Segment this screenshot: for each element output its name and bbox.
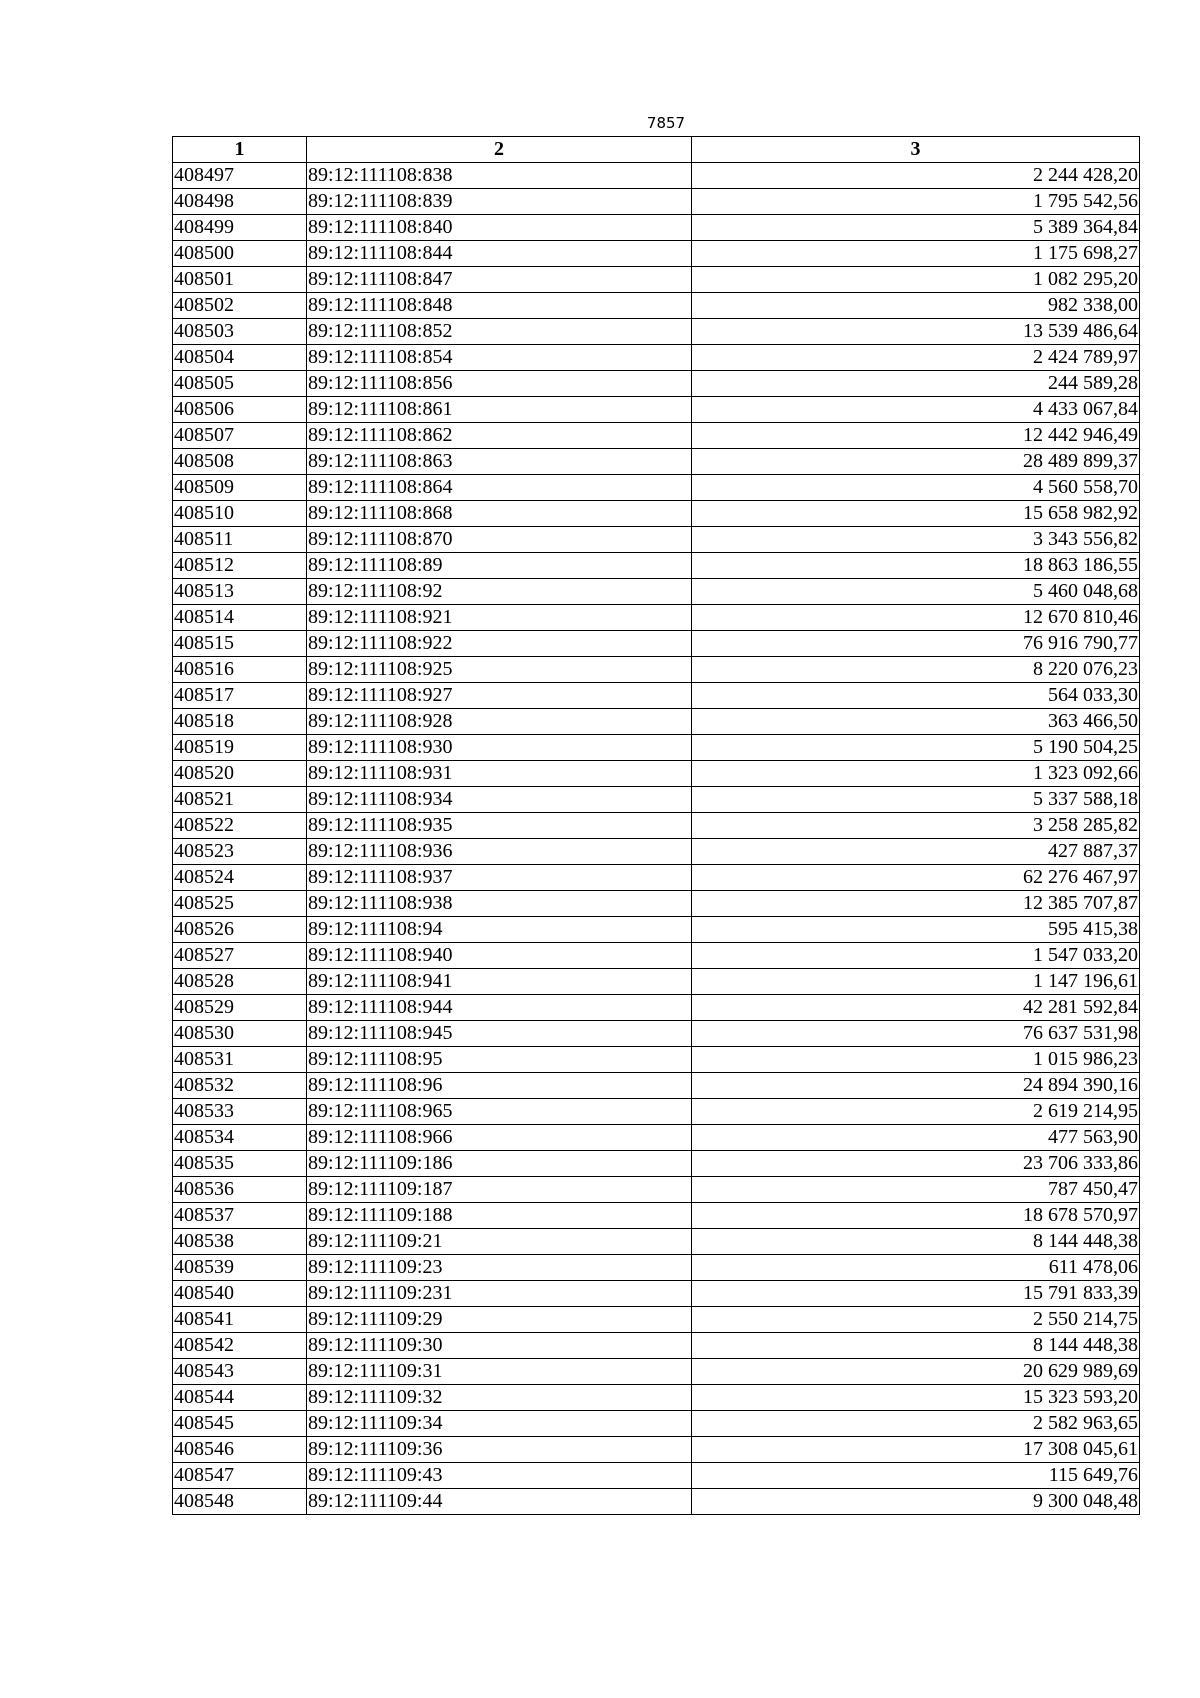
row-number-cell: 408528 (173, 969, 307, 995)
value-cell: 2 244 428,20 (692, 163, 1140, 189)
row-number-cell: 408522 (173, 813, 307, 839)
cadastral-number-cell: 89:12:111108:848 (307, 293, 692, 319)
table-row (173, 319, 1140, 345)
cadastral-number-cell: 89:12:111108:945 (307, 1021, 692, 1047)
table-row (173, 1021, 1140, 1047)
cadastral-number-cell: 89:12:111109:31 (307, 1359, 692, 1385)
table-row (173, 1307, 1140, 1333)
value-cell: 787 450,47 (692, 1177, 1140, 1203)
row-number-cell: 408521 (173, 787, 307, 813)
cadastral-number-cell: 89:12:111109:36 (307, 1437, 692, 1463)
value-cell: 15 791 833,39 (692, 1281, 1140, 1307)
row-number-cell: 408542 (173, 1333, 307, 1359)
value-cell: 18 678 570,97 (692, 1203, 1140, 1229)
table-row (173, 787, 1140, 813)
row-number-cell: 408533 (173, 1099, 307, 1125)
table-row (173, 969, 1140, 995)
table-header (173, 137, 1140, 163)
table-row (173, 891, 1140, 917)
cadastral-number-cell: 89:12:111108:921 (307, 605, 692, 631)
value-cell: 9 300 048,48 (692, 1489, 1140, 1515)
cadastral-number-cell: 89:12:111108:941 (307, 969, 692, 995)
table-row (173, 917, 1140, 943)
row-number-cell: 408537 (173, 1203, 307, 1229)
row-number-cell: 408525 (173, 891, 307, 917)
table-row (173, 761, 1140, 787)
table-row (173, 865, 1140, 891)
row-number-cell: 408511 (173, 527, 307, 553)
table-row (173, 449, 1140, 475)
table-row (173, 995, 1140, 1021)
cadastral-number-cell: 89:12:111108:965 (307, 1099, 692, 1125)
cadastral-number-cell: 89:12:111109:30 (307, 1333, 692, 1359)
column-header-1: 1 (173, 137, 307, 163)
cadastral-number-cell: 89:12:111109:23 (307, 1255, 692, 1281)
row-number-cell: 408524 (173, 865, 307, 891)
cadastral-number-cell: 89:12:111108:925 (307, 657, 692, 683)
value-cell: 4 560 558,70 (692, 475, 1140, 501)
value-cell: 115 649,76 (692, 1463, 1140, 1489)
row-number-cell: 408503 (173, 319, 307, 345)
value-cell: 76 637 531,98 (692, 1021, 1140, 1047)
value-cell: 24 894 390,16 (692, 1073, 1140, 1099)
table-row (173, 1411, 1140, 1437)
value-cell: 477 563,90 (692, 1125, 1140, 1151)
cadastral-number-cell: 89:12:111108:930 (307, 735, 692, 761)
table-row (173, 1099, 1140, 1125)
value-cell: 1 323 092,66 (692, 761, 1140, 787)
row-number-cell: 408547 (173, 1463, 307, 1489)
header-row (173, 137, 1140, 163)
cadastral-number-cell: 89:12:111108:89 (307, 553, 692, 579)
value-cell: 1 175 698,27 (692, 241, 1140, 267)
row-number-cell: 408519 (173, 735, 307, 761)
cadastral-number-cell: 89:12:111108:847 (307, 267, 692, 293)
row-number-cell: 408498 (173, 189, 307, 215)
row-number-cell: 408516 (173, 657, 307, 683)
table-row (173, 1151, 1140, 1177)
row-number-cell: 408497 (173, 163, 307, 189)
table-row (173, 1203, 1140, 1229)
value-cell: 42 281 592,84 (692, 995, 1140, 1021)
value-cell: 23 706 333,86 (692, 1151, 1140, 1177)
table-row (173, 631, 1140, 657)
cadastral-number-cell: 89:12:111108:944 (307, 995, 692, 1021)
row-number-cell: 408506 (173, 397, 307, 423)
table-row (173, 267, 1140, 293)
row-number-cell: 408512 (173, 553, 307, 579)
table-row (173, 735, 1140, 761)
value-cell: 15 658 982,92 (692, 501, 1140, 527)
cadastral-number-cell: 89:12:111108:856 (307, 371, 692, 397)
cadastral-number-cell: 89:12:111108:840 (307, 215, 692, 241)
column-header-2: 2 (307, 137, 692, 163)
table-row (173, 683, 1140, 709)
cadastral-number-cell: 89:12:111108:966 (307, 1125, 692, 1151)
value-cell: 3 343 556,82 (692, 527, 1140, 553)
table-row (173, 1047, 1140, 1073)
value-cell: 5 460 048,68 (692, 579, 1140, 605)
cadastral-number-cell: 89:12:111108:96 (307, 1073, 692, 1099)
cadastral-number-cell: 89:12:111108:868 (307, 501, 692, 527)
table-row (173, 215, 1140, 241)
row-number-cell: 408500 (173, 241, 307, 267)
value-cell: 2 619 214,95 (692, 1099, 1140, 1125)
row-number-cell: 408530 (173, 1021, 307, 1047)
row-number-cell: 408517 (173, 683, 307, 709)
cadastral-number-cell: 89:12:111109:21 (307, 1229, 692, 1255)
cadastral-number-cell: 89:12:111108:936 (307, 839, 692, 865)
cadastral-number-cell: 89:12:111108:839 (307, 189, 692, 215)
table-row (173, 579, 1140, 605)
value-cell: 564 033,30 (692, 683, 1140, 709)
cadastral-number-cell: 89:12:111108:854 (307, 345, 692, 371)
table-row (173, 1255, 1140, 1281)
table-row (173, 371, 1140, 397)
cadastral-number-cell: 89:12:111109:34 (307, 1411, 692, 1437)
value-cell: 1 147 196,61 (692, 969, 1140, 995)
table-row (173, 1333, 1140, 1359)
row-number-cell: 408520 (173, 761, 307, 787)
row-number-cell: 408518 (173, 709, 307, 735)
row-number-cell: 408540 (173, 1281, 307, 1307)
row-number-cell: 408529 (173, 995, 307, 1021)
row-number-cell: 408523 (173, 839, 307, 865)
value-cell: 18 863 186,55 (692, 553, 1140, 579)
table-row (173, 1489, 1140, 1515)
value-cell: 12 670 810,46 (692, 605, 1140, 631)
row-number-cell: 408543 (173, 1359, 307, 1385)
table-row (173, 813, 1140, 839)
row-number-cell: 408509 (173, 475, 307, 501)
table-row (173, 1463, 1140, 1489)
row-number-cell: 408507 (173, 423, 307, 449)
value-cell: 5 389 364,84 (692, 215, 1140, 241)
value-cell: 363 466,50 (692, 709, 1140, 735)
value-cell: 8 220 076,23 (692, 657, 1140, 683)
cadastral-number-cell: 89:12:111108:870 (307, 527, 692, 553)
row-number-cell: 408526 (173, 917, 307, 943)
value-cell: 8 144 448,38 (692, 1333, 1140, 1359)
value-cell: 2 582 963,65 (692, 1411, 1140, 1437)
cadastral-number-cell: 89:12:111109:186 (307, 1151, 692, 1177)
cadastral-number-cell: 89:12:111108:938 (307, 891, 692, 917)
cadastral-number-cell: 89:12:111108:844 (307, 241, 692, 267)
value-cell: 1 547 033,20 (692, 943, 1140, 969)
table-row (173, 605, 1140, 631)
value-cell: 595 415,38 (692, 917, 1140, 943)
table-row (173, 943, 1140, 969)
row-number-cell: 408538 (173, 1229, 307, 1255)
value-cell: 15 323 593,20 (692, 1385, 1140, 1411)
value-cell: 982 338,00 (692, 293, 1140, 319)
value-cell: 5 190 504,25 (692, 735, 1140, 761)
row-number-cell: 408541 (173, 1307, 307, 1333)
table-row (173, 1385, 1140, 1411)
table-row (173, 293, 1140, 319)
row-number-cell: 408535 (173, 1151, 307, 1177)
value-cell: 12 442 946,49 (692, 423, 1140, 449)
row-number-cell: 408510 (173, 501, 307, 527)
row-number-cell: 408505 (173, 371, 307, 397)
cadastral-number-cell: 89:12:111109:43 (307, 1463, 692, 1489)
table-row (173, 657, 1140, 683)
table-row (173, 839, 1140, 865)
cadastral-number-cell: 89:12:111108:852 (307, 319, 692, 345)
value-cell: 76 916 790,77 (692, 631, 1140, 657)
row-number-cell: 408532 (173, 1073, 307, 1099)
cadastral-number-cell: 89:12:111108:863 (307, 449, 692, 475)
table-row (173, 423, 1140, 449)
cadastral-number-cell: 89:12:111109:188 (307, 1203, 692, 1229)
value-cell: 2 550 214,75 (692, 1307, 1140, 1333)
table-row (173, 1229, 1140, 1255)
cadastral-number-cell: 89:12:111108:94 (307, 917, 692, 943)
row-number-cell: 408539 (173, 1255, 307, 1281)
row-number-cell: 408508 (173, 449, 307, 475)
cadastral-number-cell: 89:12:111108:862 (307, 423, 692, 449)
table-row (173, 553, 1140, 579)
cadastral-number-cell: 89:12:111108:928 (307, 709, 692, 735)
value-cell: 20 629 989,69 (692, 1359, 1140, 1385)
value-cell: 427 887,37 (692, 839, 1140, 865)
cadastral-number-cell: 89:12:111109:231 (307, 1281, 692, 1307)
value-cell: 62 276 467,97 (692, 865, 1140, 891)
page-number: 7857 (646, 114, 686, 132)
table-row (173, 1073, 1140, 1099)
row-number-cell: 408531 (173, 1047, 307, 1073)
table-row (173, 397, 1140, 423)
row-number-cell: 408545 (173, 1411, 307, 1437)
table-row (173, 1281, 1140, 1307)
cadastral-number-cell: 89:12:111109:29 (307, 1307, 692, 1333)
row-number-cell: 408504 (173, 345, 307, 371)
table-row (173, 475, 1140, 501)
table-row (173, 1125, 1140, 1151)
cadastral-number-cell: 89:12:111108:935 (307, 813, 692, 839)
table-row (173, 709, 1140, 735)
cadastral-number-cell: 89:12:111108:940 (307, 943, 692, 969)
table-row (173, 1437, 1140, 1463)
value-cell: 244 589,28 (692, 371, 1140, 397)
row-number-cell: 408534 (173, 1125, 307, 1151)
table-row (173, 241, 1140, 267)
value-cell: 1 082 295,20 (692, 267, 1140, 293)
row-number-cell: 408513 (173, 579, 307, 605)
value-cell: 17 308 045,61 (692, 1437, 1140, 1463)
table-row (173, 345, 1140, 371)
cadastral-number-cell: 89:12:111108:864 (307, 475, 692, 501)
value-cell: 4 433 067,84 (692, 397, 1140, 423)
value-cell: 2 424 789,97 (692, 345, 1140, 371)
row-number-cell: 408536 (173, 1177, 307, 1203)
table-body (173, 163, 1140, 1515)
row-number-cell: 408548 (173, 1489, 307, 1515)
column-header-3: 3 (692, 137, 1140, 163)
cadastral-number-cell: 89:12:111108:92 (307, 579, 692, 605)
table-row (173, 527, 1140, 553)
table-row (173, 163, 1140, 189)
row-number-cell: 408501 (173, 267, 307, 293)
table-row (173, 501, 1140, 527)
cadastral-number-cell: 89:12:111108:95 (307, 1047, 692, 1073)
value-cell: 1 015 986,23 (692, 1047, 1140, 1073)
cadastral-number-cell: 89:12:111108:931 (307, 761, 692, 787)
cadastral-number-cell: 89:12:111108:861 (307, 397, 692, 423)
table-row (173, 1359, 1140, 1385)
cadastral-number-cell: 89:12:111108:927 (307, 683, 692, 709)
value-cell: 13 539 486,64 (692, 319, 1140, 345)
row-number-cell: 408502 (173, 293, 307, 319)
row-number-cell: 408546 (173, 1437, 307, 1463)
cadastral-number-cell: 89:12:111109:187 (307, 1177, 692, 1203)
cadastral-number-cell: 89:12:111108:922 (307, 631, 692, 657)
cadastral-number-cell: 89:12:111108:934 (307, 787, 692, 813)
value-cell: 12 385 707,87 (692, 891, 1140, 917)
row-number-cell: 408527 (173, 943, 307, 969)
value-cell: 611 478,06 (692, 1255, 1140, 1281)
row-number-cell: 408499 (173, 215, 307, 241)
data-table (172, 136, 1140, 1515)
value-cell: 5 337 588,18 (692, 787, 1140, 813)
row-number-cell: 408514 (173, 605, 307, 631)
row-number-cell: 408544 (173, 1385, 307, 1411)
table-row (173, 189, 1140, 215)
cadastral-number-cell: 89:12:111108:937 (307, 865, 692, 891)
value-cell: 1 795 542,56 (692, 189, 1140, 215)
row-number-cell: 408515 (173, 631, 307, 657)
table-row (173, 1177, 1140, 1203)
value-cell: 3 258 285,82 (692, 813, 1140, 839)
value-cell: 8 144 448,38 (692, 1229, 1140, 1255)
value-cell: 28 489 899,37 (692, 449, 1140, 475)
cadastral-number-cell: 89:12:111109:44 (307, 1489, 692, 1515)
cadastral-number-cell: 89:12:111109:32 (307, 1385, 692, 1411)
cadastral-number-cell: 89:12:111108:838 (307, 163, 692, 189)
